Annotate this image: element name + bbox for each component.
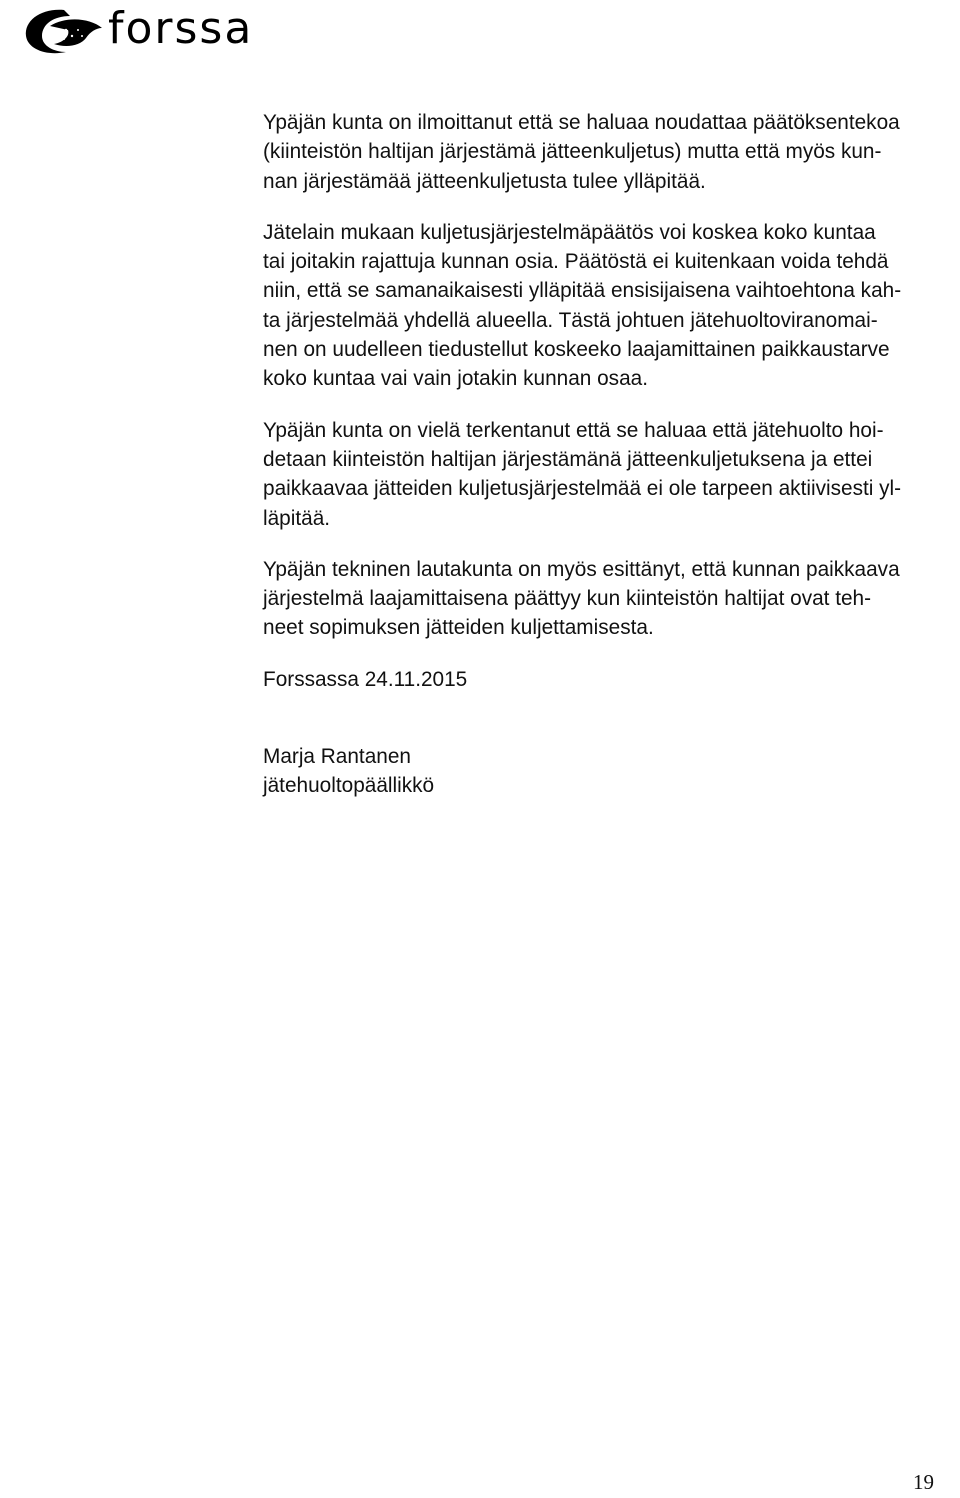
paragraph-2: Jätelain mukaan kuljetusjärjestelmäpäätös voi koskea koko kuntaa tai joitakin rajattuja kunnan osia. Päätöstä ei kuitenkaan voida tehdä niin, että se samanaikaisesti ylläpitää ensisijaisena vaihtoehtona kah- ta järjestelmää yhdellä alueella. Tästä johtuen jätehuoltoviranomai- nen on uudelleen tiedustellut koskeeko laajamittainen paikkaustarve koko kuntaa vai vain jotakin kunnan osaa. [263,220,902,391]
paragraph-3: Ypäjän kunta on vielä terkentanut että se haluaa että jätehuolto hoi- detaan kiinteistön haltijan järjestämänä jätteenkuljetuksena ja ettei paikkaavaa jätteiden kuljetusjärjestelmää ei ole tarpeen aktiivisesti yl- läpitää. [263,418,902,530]
logo-text: forssa [108,3,254,54]
place-date: Forssassa 24.11.2015 [263,667,468,691]
forssa-emblem-icon [20,6,104,58]
signer-name: Marja Rantanen [263,745,411,769]
signer-title: jätehuoltopäällikkö [263,774,435,798]
paragraph-1: Ypäjän kunta on ilmoittanut että se haluaa noudattaa päätöksentekoa (kiinteistön haltijan järjestämä jätteenkuljetus) mutta että myös kun- nan järjestämää jätteenkuljetusta tulee ylläpitää. [263,111,900,193]
forssa-logo [20,3,254,58]
paragraph-4: Ypäjän tekninen lautakunta on myös esittänyt, että kunnan paikkaava järjestelmä laajamittaisena päättyy kun kiinteistön haltijat ovat teh- neet sopimuksen jätteiden kuljettamisesta. [263,557,900,640]
letter-body [263,108,960,801]
signature-block [263,742,960,801]
page-number: 19 [913,1470,934,1494]
